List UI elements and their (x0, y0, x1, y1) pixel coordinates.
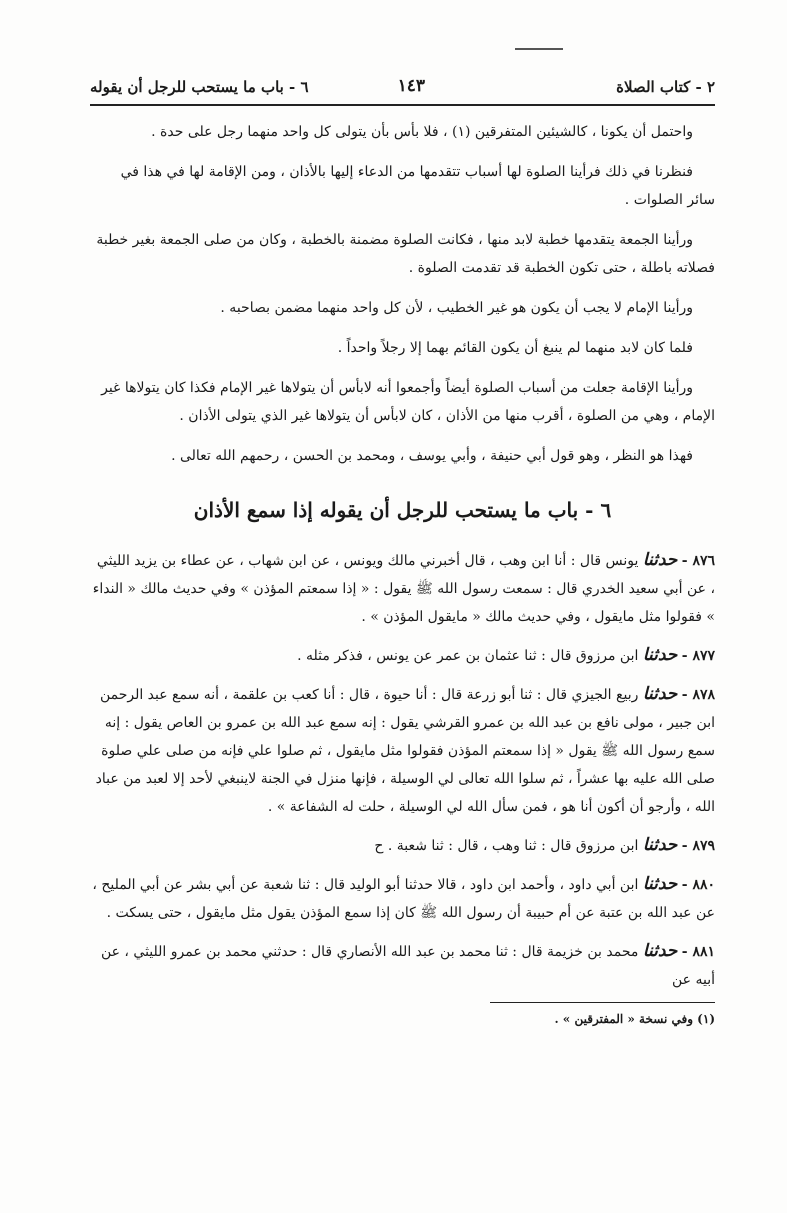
paragraph: فنظرنا في ذلك فرأينا الصلوة لها أسباب تتقدمها من الدعاء إليها بالأذان ، ومن الإقامة لها في هذا في سائر الصلوات . (120, 164, 715, 208)
hadith-keyword: حدثنا (642, 645, 678, 665)
paragraph: ورأينا الجمعة يتقدمها خطبة لابد منها ، فكانت الصلوة مضمنة بالخطبة ، وكان من صلى الجمعة بغير خطبة فصلاته باطلة ، حتى تكون الخطبة قد تقدمت الصلوة . (96, 232, 715, 276)
hadith-number: ٨٨٠ - (681, 877, 715, 893)
hadith-entry (90, 680, 715, 821)
hadith-keyword: حدثنا (642, 941, 678, 961)
hadith-text: ابن مرزوق قال : ثنا وهب ، قال : ثنا شعبة . ح (374, 838, 639, 854)
hadith-number: ٨٨١ - (681, 944, 715, 960)
hadith-keyword: حدثنا (642, 684, 678, 704)
section-title: ٦ - باب ما يستحب للرجل أن يقوله إذا سمع الأذان (193, 498, 612, 522)
footnote-divider (490, 1002, 715, 1003)
page-number: ١٤٣ (397, 76, 425, 96)
footnote: (١) وفي نسخة « المفترقين » . (554, 1012, 715, 1026)
hadith-entry (90, 870, 715, 927)
paragraph: واحتمل أن يكونا ، كالشيئين المتفرقين (١) ، فلا بأس بأن يتولى كل واحد منهما رجل على حدة . (151, 124, 693, 140)
header-book-title: ٢ - كتاب الصلاة (616, 78, 715, 96)
top-decoration (515, 48, 563, 50)
hadith-keyword: حدثنا (642, 550, 678, 570)
hadith-number: ٨٧٧ - (681, 648, 715, 664)
hadith-text: محمد بن خزيمة قال : ثنا محمد بن عبد الله الأنصاري قال : حدثني محمد بن عمرو الليثي ، عن أبيه عن (100, 944, 715, 988)
hadith-number: ٨٧٨ - (681, 687, 715, 703)
page-header (90, 72, 715, 102)
hadith-entry (90, 546, 715, 631)
hadith-text: ابن أبي داود ، وأحمد ابن داود ، قالا حدثنا أبو الوليد قال : ثنا شعبة عن أبي بشر عن أبي المليح ، عن عبد الله بن عتبة عن أم حبيبة أن رسول الله ﷺ كان إذا سمع المؤذن يقول مثل مايقول ، حتى يسكت . (92, 877, 715, 921)
hadith-keyword: حدثنا (642, 835, 678, 855)
paragraph: ورأينا الإمام لا يجب أن يكون هو غير الخطيب ، لأن كل واحد منهما مضمن بصاحبه . (220, 300, 693, 316)
hadith-text: يونس قال : أنا ابن وهب ، قال أخبرني مالك ويونس ، عن ابن شهاب ، عن عطاء بن يزيد الليثي ، عن أبي سعيد الخدري قال : سمعت رسول الله ﷺ يقول : « إذا سمعتم المؤذن » وفي حديث مالك « النداء » فقولوا مثل مايقول ، وفي حديث مالك « مايقول المؤذن » . (92, 553, 715, 625)
hadith-keyword: حدثنا (642, 874, 678, 894)
paragraph: ورأينا الإقامة جعلت من أسباب الصلوة أيضاً وأجمعوا أنه لابأس أن يتولاها غير الإمام فكذا كان يتولاها غير الإمام ، وهي من الصلوة ، أقرب منها من الأذان ، كان لابأس أن يتولاها غير الذي يتولى الأذان . (101, 380, 715, 424)
hadith-text: ابن مرزوق قال : ثنا عثمان بن عمر عن يونس ، فذكر مثله . (297, 648, 639, 664)
header-divider (90, 104, 715, 106)
hadith-number: ٨٧٩ - (681, 838, 715, 854)
page-body (90, 118, 715, 1004)
paragraph: فلما كان لابد منهما لم ينبغ أن يكون القائم بهما إلا رجلاً واحداً . (337, 340, 693, 356)
hadith-entry (90, 831, 715, 860)
hadith-number: ٨٧٦ - (681, 553, 715, 569)
paragraph: فهذا هو النظر ، وهو قول أبي حنيفة ، وأبي يوسف ، ومحمد بن الحسن ، رحمهم الله تعالى . (171, 448, 693, 464)
hadith-text: ربيع الجيزي قال : ثنا أبو زرعة قال : أنا حيوة ، قال : أنا كعب بن علقمة ، أنه سمع عبد الرحمن ابن جبير ، مولى نافع بن عبد الله بن عمرو القرشي يقول : إنه سمع عبد الله بن عمرو بن العاص يقول : إنه سمع رسول الله ﷺ يقول « إذا سمعتم المؤذن فقولوا مثل مايقول ، ثم صلوا علي فإنه من صلى علي صلوة صلى الله عليه بها عشراً ، ثم سلوا الله تعالى لي الوسيلة ، فإنها منزل في الجنة لاينبغي لأحد إلا لعبد من عباد الله ، وأرجو أن أكون أنا هو ، فمن سأل الله لي الوسيلة ، حلت له الشفاعة » . (95, 687, 715, 815)
hadith-entry (90, 937, 715, 994)
hadith-entry (90, 641, 715, 670)
header-chapter-title: ٦ - باب ما يستحب للرجل أن يقوله (90, 78, 309, 96)
